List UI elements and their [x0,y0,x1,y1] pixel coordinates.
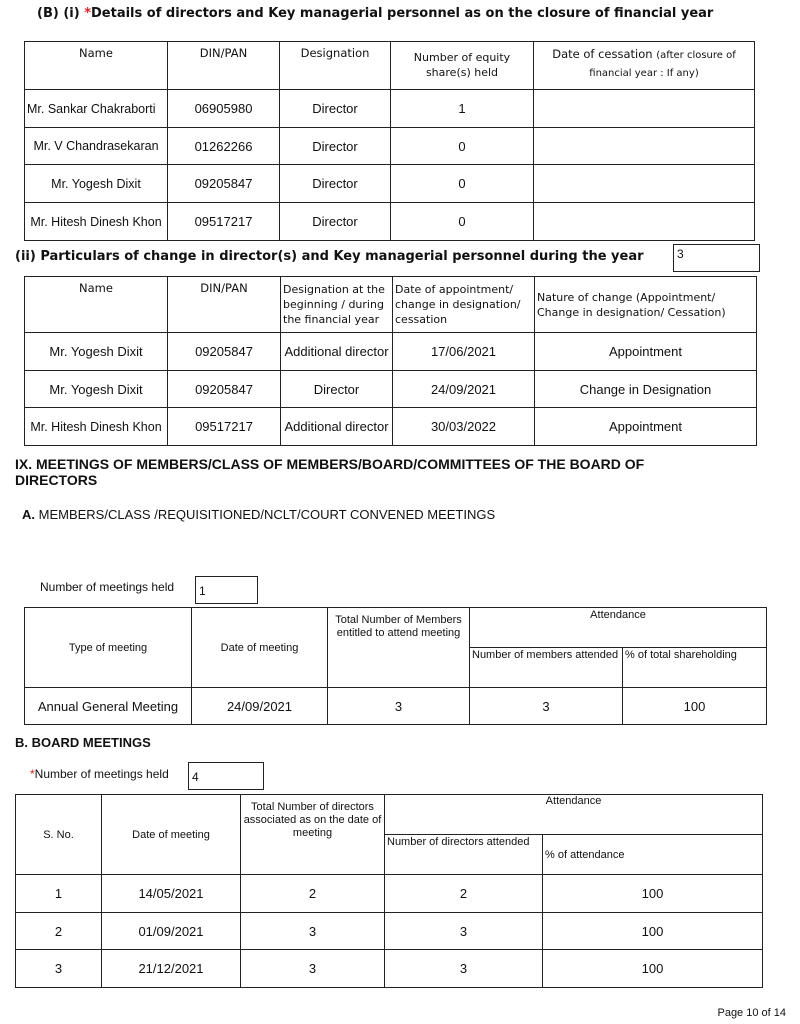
cell-nature: Appointment [535,408,757,446]
table-row [25,90,755,128]
section-a-title: MEMBERS/CLASS /REQUISITIONED/NCLT/COURT CONVENED MEETINGS [38,507,496,522]
cell-designation: Director [280,165,391,203]
cell-name: Mr. Hitesh Dinesh Khon [25,203,168,241]
section-b-i-heading [37,6,713,21]
cell-date: 17/06/2021 [393,333,535,371]
table-header-row [25,42,755,90]
col-date: Date of appointment/ change in designation/ cessation [393,277,535,333]
table-header-row [16,795,763,835]
cell-designation: Director [281,371,393,408]
cell-cessation [534,165,755,203]
b-meetings-label-text: Number of meetings held [34,767,169,781]
table-row [25,165,755,203]
cell-date: 24/09/2021 [393,371,535,408]
board-meetings-table [15,794,763,988]
section-title: Details of directors and Key managerial personnel as on the closure of financial year [91,6,714,21]
cell-attended: 3 [385,950,543,988]
cell-type: Annual General Meeting [25,688,192,725]
table-row [25,688,767,725]
cell-date: 21/12/2021 [102,950,241,988]
cell-name: Mr. Hitesh Dinesh Khon [25,408,168,446]
cell-din: 09517217 [168,203,280,241]
col-pct: % of total shareholding [623,648,767,688]
member-meetings-table [24,607,767,725]
cell-din: 06905980 [168,90,280,128]
cell-attended: 3 [385,913,543,950]
col-date: Date of meeting [192,608,328,688]
cell-pct: 100 [543,875,763,913]
section-ix-b-heading: B. BOARD MEETINGS [15,735,151,750]
cell-cessation [534,203,755,241]
cell-pct: 100 [543,913,763,950]
cell-shares: 0 [391,165,534,203]
col-attended: Number of directors attended [385,835,543,875]
table-row [25,128,755,165]
cell-sno: 3 [16,950,102,988]
col-shares: Number of equity share(s) held [391,42,534,90]
table-row [25,408,757,446]
cell-designation: Additional director [281,333,393,371]
a-meetings-label: Number of meetings held [40,580,175,594]
cell-date: 14/05/2021 [102,875,241,913]
table-header-row [25,608,767,648]
cell-name: Mr. Yogesh Dixit [25,333,168,371]
table-row [16,875,763,913]
cell-shares: 1 [391,90,534,128]
change-count-field[interactable]: 3 [673,244,760,272]
cell-pct: 100 [623,688,767,725]
cell-din: 09517217 [168,408,281,446]
col-type: Type of meeting [25,608,192,688]
cell-nature: Change in Designation [535,371,757,408]
cell-pct: 100 [543,950,763,988]
cell-din: 09205847 [168,371,281,408]
section-ix-a-heading [22,507,495,522]
col-cessation [534,42,755,90]
cell-din: 09205847 [168,165,280,203]
b-meetings-field[interactable]: 4 [188,762,264,790]
section-b-ii-heading: (ii) Particulars of change in director(s) and Key managerial personnel during the year [15,249,644,264]
cell-date: 24/09/2021 [192,688,328,725]
cell-cessation [534,128,755,165]
cell-nature: Appointment [535,333,757,371]
col-nature: Nature of change (Appointment/ Change in designation/ Cessation) [535,277,757,333]
change-table [24,276,757,446]
cell-shares: 0 [391,203,534,241]
table-row [25,371,757,408]
cell-din: 09205847 [168,333,281,371]
directors-table [24,41,755,241]
cell-attended: 3 [470,688,623,725]
cell-total: 3 [241,950,385,988]
col-designation: Designation [280,42,391,90]
col-attendance: Attendance [470,608,767,648]
col-sno: S. No. [16,795,102,875]
table-header-row [25,277,757,333]
b-meetings-label [30,767,169,781]
a-meetings-field[interactable]: 1 [195,576,258,604]
cessation-note: (after closure of financial year : If any) [589,50,736,79]
cell-shares: 0 [391,128,534,165]
col-total: Total Number of Members entitled to attend meeting [328,608,470,688]
cell-designation: Director [280,90,391,128]
cell-name: Mr. Yogesh Dixit [25,165,168,203]
table-row [16,913,763,950]
col-name: Name [25,277,168,333]
table-row [25,333,757,371]
col-name: Name [25,42,168,90]
cell-total: 3 [241,913,385,950]
cell-cessation [534,90,755,128]
cessation-label: Date of cessation [552,47,653,61]
col-date: Date of meeting [102,795,241,875]
cell-name: Mr. Sankar Chakraborti [25,90,168,128]
cell-name: Mr. V Chandrasekaran [25,128,168,165]
cell-date: 30/03/2022 [393,408,535,446]
cell-total: 2 [241,875,385,913]
cell-designation: Director [280,128,391,165]
cell-name: Mr. Yogesh Dixit [25,371,168,408]
cell-din: 01262266 [168,128,280,165]
required-star: * [30,767,35,781]
required-star: * [84,6,91,21]
col-attendance: Attendance [385,795,763,835]
col-designation: Designation at the beginning / during the financial year [281,277,393,333]
cell-designation: Director [280,203,391,241]
cell-date: 01/09/2021 [102,913,241,950]
col-din: DIN/PAN [168,277,281,333]
table-row [16,950,763,988]
col-total: Total Number of directors associated as on the date of meeting [241,795,385,875]
section-a-prefix: A. [22,507,35,522]
section-ix-heading: IX. MEETINGS OF MEMBERS/CLASS OF MEMBERS/BOARD/COMMITTEES OF THE BOARD OF DIRECTORS [15,456,645,488]
col-attended: Number of members attended [470,648,623,688]
cell-total: 3 [328,688,470,725]
page-number: Page 10 of 14 [717,1007,786,1019]
col-din: DIN/PAN [168,42,280,90]
col-pct: % of attendance [543,835,763,875]
table-row [25,203,755,241]
cell-sno: 2 [16,913,102,950]
cell-designation: Additional director [281,408,393,446]
cell-sno: 1 [16,875,102,913]
section-prefix: (B) (i) [37,6,85,21]
cell-attended: 2 [385,875,543,913]
